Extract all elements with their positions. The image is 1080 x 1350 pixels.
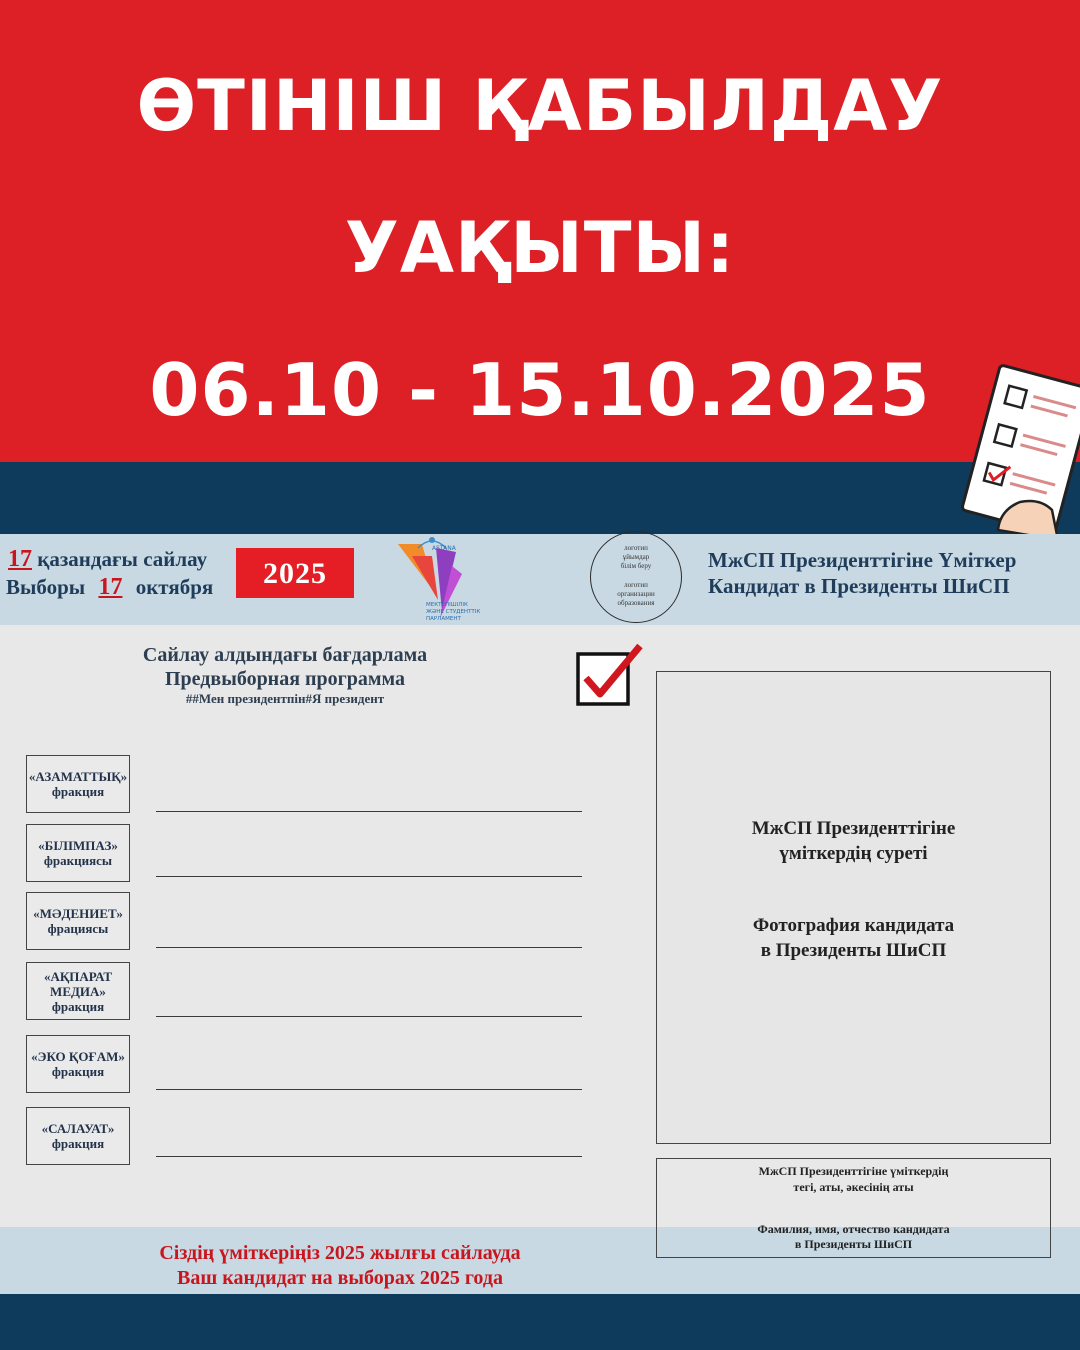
faction-box-salauat: «САЛАУАТ» фракция xyxy=(26,1107,130,1165)
name-caption-kz-2: тегі, аты, әкесінің аты xyxy=(793,1180,914,1194)
faction-line xyxy=(156,1016,582,1017)
candidate-title-kz: МжСП Президенттігіне Үміткер xyxy=(708,548,1017,572)
year-badge: 2025 xyxy=(236,548,354,598)
name-caption-ru-1: Фамилия, имя, отчество кандидата xyxy=(757,1222,950,1236)
program-title-ru: Предвыборная программа xyxy=(165,668,405,690)
organization-logo-placeholder: логотип ұйымдар білім беру логотип организации образования xyxy=(590,531,682,623)
name-caption-kz-1: МжСП Президенттігіне үміткердің xyxy=(758,1164,949,1178)
heading-line-1: ӨТІНІШ ҚАБЫЛДАУ xyxy=(136,65,944,147)
photo-caption-ru-1: Фотография кандидата xyxy=(752,915,955,936)
faction-box-aqparat-media: «АҚПАРАТ МЕДИА» фракция xyxy=(26,962,130,1020)
footer-text-ru: Ваш кандидат на выборах 2025 года xyxy=(177,1267,503,1289)
astana-parliament-logo xyxy=(392,534,512,624)
faction-box-eko-qogam: «ЭКО ҚОҒАМ» фракция xyxy=(26,1035,130,1093)
photo-caption-kz-1: МжСП Президенттігіне xyxy=(751,818,956,839)
faction-box-azamattyq: «АЗАМАТТЫҚ» фракция xyxy=(26,755,130,813)
faction-box-bilimpaz: «БІЛІМПАЗ» фракциясы xyxy=(26,824,130,882)
svg-text:ASTANA: ASTANA xyxy=(432,545,456,552)
photo-caption-ru-2: в Президенты ШиСП xyxy=(760,940,947,961)
svg-text:ПАРЛАМЕНТ: ПАРЛАМЕНТ xyxy=(426,616,461,622)
navy-band xyxy=(0,462,1080,534)
candidate-title-ru: Кандидат в Президенты ШиСП xyxy=(708,574,1010,598)
name-caption-ru-2: в Президенты ШиСП xyxy=(794,1237,913,1251)
ballot-paper-hand-icon xyxy=(940,350,1080,540)
faction-line xyxy=(156,811,582,812)
faction-line xyxy=(156,1089,582,1090)
program-title-kz: Сайлау алдындағы бағдарлама xyxy=(142,644,428,666)
svg-text:МЕКТЕПІШІЛІК: МЕКТЕПІШІЛІК xyxy=(426,602,468,608)
footer-text-kz: Сіздің үміткеріңіз 2025 жылғы сайлауда xyxy=(159,1242,521,1264)
faction-box-madeniet: «МӘДЕНИЕТ» фрациясы xyxy=(26,892,130,950)
program-hashtag: ##Мен президентпін#Я президент xyxy=(185,691,385,706)
checkmark-box-icon xyxy=(576,642,646,708)
heading-date-range: 06.10 - 15.10.2025 xyxy=(149,348,931,432)
candidate-photo-box xyxy=(656,671,1051,1144)
election-date-kz: 17 қазандағы сайлау xyxy=(8,546,208,572)
faction-line xyxy=(156,947,582,948)
faction-line xyxy=(156,876,582,877)
svg-text:ЖӘНЕ СТУДЕНТТІК: ЖӘНЕ СТУДЕНТТІК xyxy=(426,609,481,615)
faction-line xyxy=(156,1156,582,1157)
election-date-ru: Выборы 17 октября xyxy=(6,574,214,600)
heading-line-2: УАҚЫТЫ: xyxy=(344,207,736,289)
photo-caption-kz-2: үміткердің суреті xyxy=(779,843,928,864)
